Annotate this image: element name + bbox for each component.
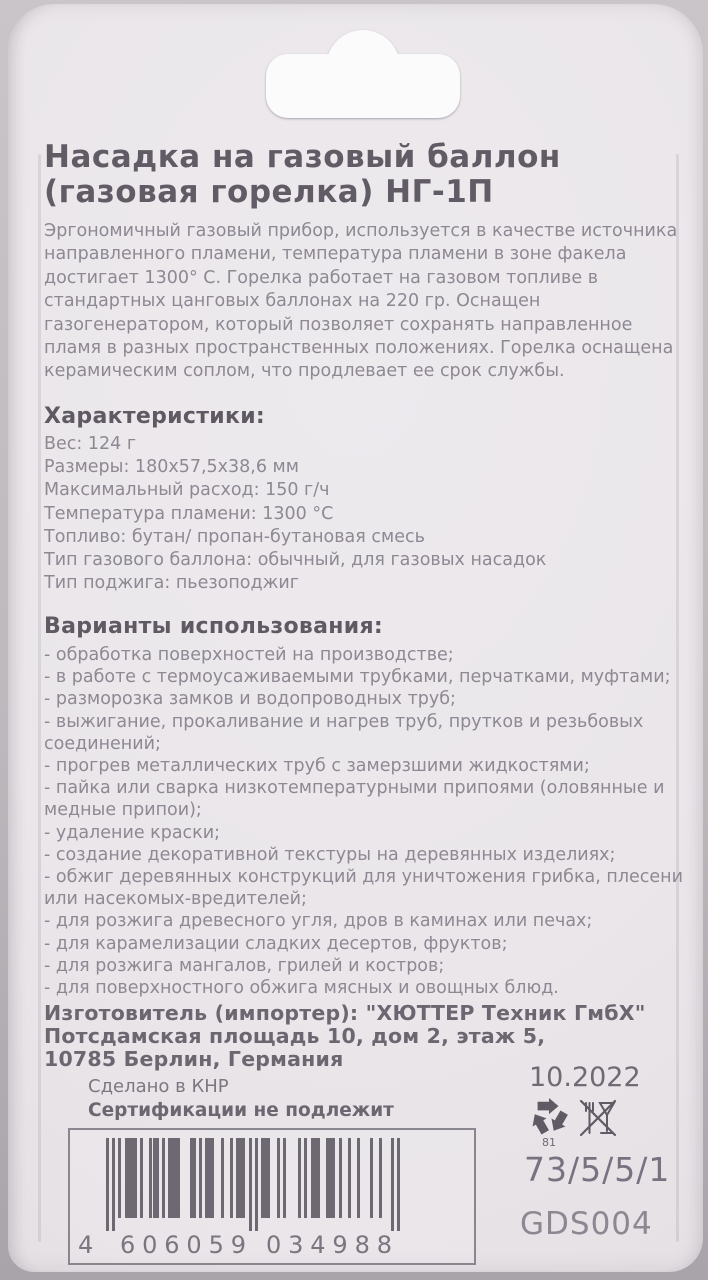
usage-item: - в работе с термоусаживаемыми трубками, перчатками, муфтами; bbox=[44, 667, 671, 688]
manufacturer-line3: 10785 Берлин, Германия bbox=[44, 1047, 344, 1071]
usage-item: - для розжига мангалов, грилей и костров; bbox=[44, 955, 445, 976]
barcode-bar bbox=[332, 1138, 335, 1218]
barcode-bar bbox=[317, 1138, 320, 1218]
barcode-bar bbox=[391, 1138, 394, 1231]
barcode-bar bbox=[339, 1138, 342, 1218]
model-code: GDS004 bbox=[520, 1206, 653, 1242]
barcode-bar bbox=[370, 1138, 373, 1218]
product-title bbox=[44, 140, 561, 210]
hang-hole-slot bbox=[266, 54, 460, 118]
barcode-digit: 0 bbox=[186, 1231, 202, 1259]
barcode-bar bbox=[249, 1138, 252, 1231]
spec-row-cylinder-type: Тип газового баллона: обычный, для газовых насадок bbox=[44, 550, 547, 571]
barcode-bar bbox=[283, 1138, 286, 1218]
barcode-bar bbox=[397, 1138, 400, 1231]
spec-row-dimensions: Размеры: 180х57,5х38,6 мм bbox=[44, 457, 299, 478]
spec-row-temperature: Температура пламени: 1300 °С bbox=[44, 503, 334, 524]
usage-item: - выжигание, прокаливание и нагрев труб, прутков и резьбовых соединений; bbox=[44, 711, 644, 754]
barcode-bar bbox=[242, 1138, 245, 1218]
recycling-code: 81 bbox=[542, 1136, 556, 1149]
specs-heading: Характеристики: bbox=[44, 404, 266, 429]
barcode-digit: 6 bbox=[120, 1231, 136, 1259]
barcode-bar bbox=[162, 1138, 165, 1218]
product-title-line2: (газовая горелка) НГ-1П bbox=[44, 174, 494, 210]
production-date: 10.2022 bbox=[529, 1062, 641, 1093]
usage-item: - удаление краски; bbox=[44, 822, 221, 843]
barcode-bar bbox=[304, 1138, 307, 1218]
manufacturer-line2: Потсдамская площадь 10, дом 2, этаж 5, bbox=[44, 1024, 546, 1048]
spec-row-fuel: Топливо: бутан/ пропан-бутановая смесь bbox=[44, 526, 425, 547]
barcode-bar bbox=[357, 1138, 360, 1218]
barcode-bar bbox=[156, 1138, 159, 1218]
barcode-digit: 8 bbox=[376, 1231, 392, 1259]
barcode-digit: 3 bbox=[288, 1231, 304, 1259]
package-card-back bbox=[8, 4, 703, 1272]
manufacturer-info bbox=[44, 1002, 646, 1071]
made-in-text: Сделано в КНР bbox=[88, 1076, 229, 1097]
barcode-bar bbox=[118, 1138, 121, 1218]
barcode-bar bbox=[106, 1138, 109, 1231]
barcode-bar bbox=[230, 1138, 233, 1218]
barcode-digit-first bbox=[78, 1231, 98, 1259]
barcode-bar bbox=[193, 1138, 196, 1218]
usage-list bbox=[44, 644, 704, 999]
spec-row-consumption: Максимальный расход: 150 г/ч bbox=[44, 480, 330, 501]
usage-item: - пайка или сварка низкотемпературными припоями (оловянные и медные припои); bbox=[44, 778, 665, 821]
product-title-line1: Насадка на газовый баллон bbox=[44, 139, 561, 175]
euro-hang-hole bbox=[266, 54, 460, 118]
specs-list bbox=[44, 433, 546, 595]
barcode-digit: 9 bbox=[230, 1231, 246, 1259]
barcode-bar bbox=[211, 1138, 214, 1218]
usage-item: - для поверхностного обжига мясных и овощных блюд. bbox=[44, 978, 559, 999]
barcode-bar bbox=[277, 1138, 280, 1218]
barcode-bars bbox=[106, 1138, 402, 1233]
usage-item: - обработка поверхностей на производстве; bbox=[44, 645, 454, 665]
barcode-bar bbox=[255, 1138, 258, 1231]
manufacturer-line1: Изготовитель (импортер): "ХЮТТЕР Техник ГмбХ" bbox=[44, 1001, 646, 1025]
barcode-digit: 5 bbox=[208, 1231, 224, 1259]
barcode-digit: 4 bbox=[78, 1231, 94, 1259]
barcode-bar bbox=[267, 1138, 270, 1218]
barcode bbox=[68, 1128, 476, 1265]
barcode-bar bbox=[177, 1138, 180, 1218]
barcode-bar bbox=[298, 1138, 301, 1218]
spec-row-ignition: Тип поджига: пьезоподжиг bbox=[44, 573, 299, 594]
product-description: Эргономичный газовый прибор, используется в качестве источника направленного пламени, температура пламени в зоне факела достигает 1300° С. Горелка работает на газовом топливе в стандартных цанговых баллонах на 220 гр. Оснащен газогенератором, который позволяет сохранять направленное пламя в разных пространственных положениях. Горелка оснащена керамическим соплом, что продлевает ее срок службы. bbox=[44, 221, 678, 382]
usage-item: - для розжига древесного угля, дров в каминах или печах; bbox=[44, 911, 593, 932]
barcode-bar bbox=[348, 1138, 351, 1218]
not-food-safe-icon bbox=[576, 1096, 620, 1140]
barcode-digit: 4 bbox=[310, 1231, 326, 1259]
barcode-bar bbox=[199, 1138, 202, 1218]
barcode-digit: 8 bbox=[354, 1231, 370, 1259]
usage-item: - для карамелизации сладких десертов, фруктов; bbox=[44, 933, 508, 954]
barcode-bar bbox=[379, 1138, 382, 1218]
usage-item: - прогрев металлических труб с замерзшими жидкостями; bbox=[44, 756, 590, 777]
usage-item: - обжиг деревянных конструкций для уничтожения грибка, плесени или насекомых-вредителей; bbox=[44, 867, 683, 910]
batch-code: 73/5/5/1 bbox=[524, 1150, 671, 1189]
barcode-digits-left bbox=[120, 1231, 246, 1259]
certification-text: Сертификации не подлежит bbox=[88, 1100, 394, 1121]
recycling-icon bbox=[530, 1098, 568, 1136]
barcode-bar bbox=[112, 1138, 115, 1231]
package-symbols bbox=[530, 1096, 650, 1149]
barcode-digits-right bbox=[266, 1231, 392, 1259]
barcode-bar bbox=[221, 1138, 224, 1218]
usage-item: - разморозка замков и водопроводных труб; bbox=[44, 689, 456, 710]
barcode-digit: 9 bbox=[332, 1231, 348, 1259]
spec-row-weight: Вес: 124 г bbox=[44, 434, 137, 454]
barcode-digit: 6 bbox=[164, 1231, 180, 1259]
barcode-digit: 0 bbox=[266, 1231, 282, 1259]
barcode-digit: 0 bbox=[142, 1231, 158, 1259]
barcode-bar bbox=[140, 1138, 143, 1218]
usage-item: - создание декоративной текстуры на деревянных изделиях; bbox=[44, 844, 616, 865]
blister-edge-left bbox=[38, 154, 41, 1242]
barcode-bar bbox=[134, 1138, 137, 1218]
usage-heading: Варианты использования: bbox=[44, 614, 384, 639]
